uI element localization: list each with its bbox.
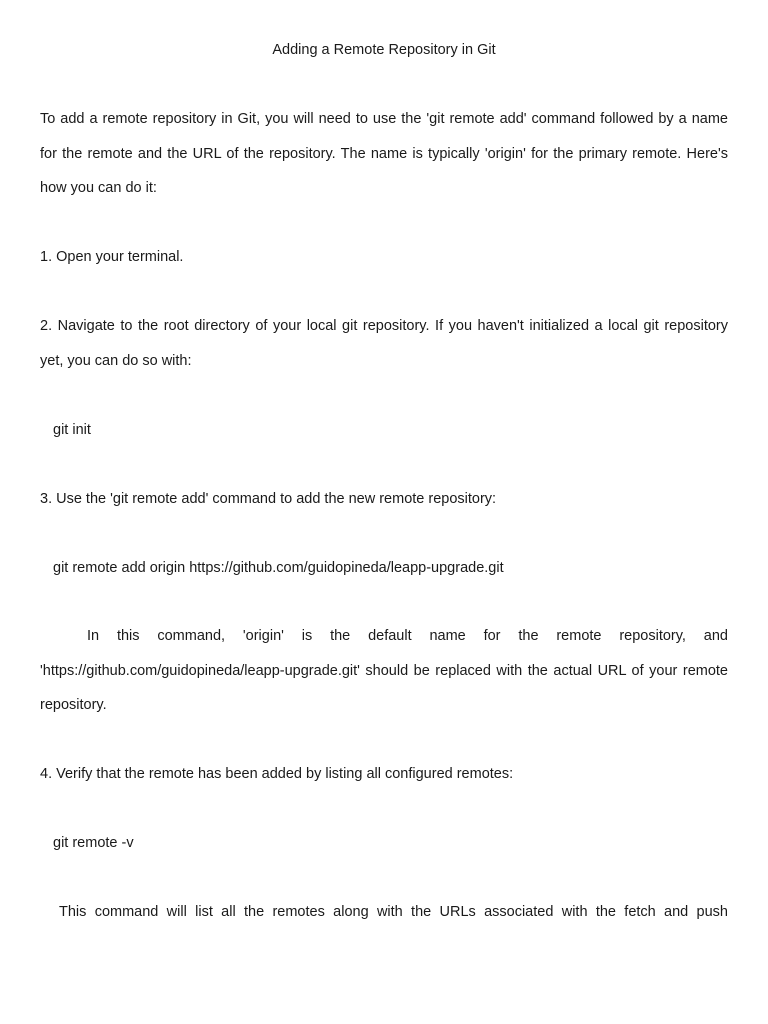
step-4-paragraph: 4. Verify that the remote has been added by listing all configured remotes: — [40, 766, 514, 782]
command-explanation-paragraph: In this command, 'origin' is the default name for the remote repository, and 'https://github.com/guidopineda/leapp-upgrade.git' should be replaced with the actual URL of your remote repository. — [40, 628, 728, 713]
document-title: Adding a Remote Repository in Git — [272, 42, 496, 58]
intro-paragraph: To add a remote repository in Git, you will need to use the 'git remote add' command followed by a name for the remote and the URL of the repository. The name is typically 'origin' for the primary remote. Here's how you can do it: — [40, 111, 728, 196]
step-3-paragraph: 3. Use the 'git remote add' command to add the new remote repository: — [40, 491, 497, 507]
git-remote-add-command: git remote add origin https://github.com/guidopineda/leapp-upgrade.git — [53, 560, 504, 576]
list-remotes-paragraph: This command will list all the remotes along with the URLs associated with the fetch and push — [59, 904, 728, 920]
git-remote-v-command: git remote -v — [53, 835, 134, 851]
step-1-paragraph: 1. Open your terminal. — [40, 249, 184, 265]
step-2-paragraph: 2. Navigate to the root directory of your local git repository. If you haven't initialized a local git repository yet, you can do so with: — [40, 318, 728, 369]
git-init-command: git init — [53, 422, 91, 438]
